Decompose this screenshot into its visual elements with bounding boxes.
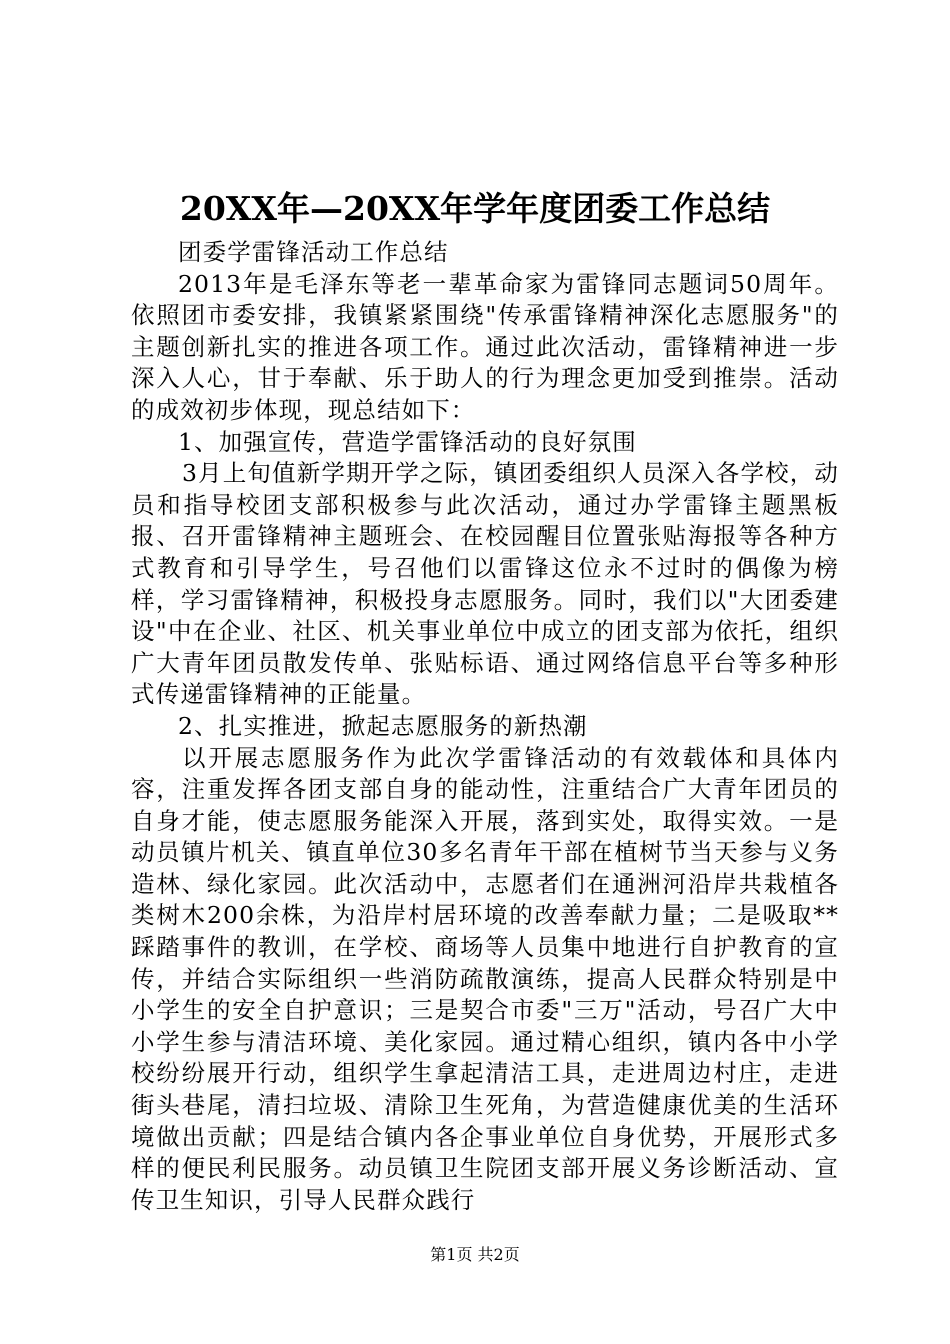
paragraph-section-1: 3月上旬值新学期开学之际，镇团委组织人员深入各学校，动员和指导校团支部积极参与此次活动，通过办学雷锋主题黑板报、召开雷锋精神主题班会、在校园醒目位置张贴海报等各种方式教育和引导学生，号召他们以雷锋这位永不过时的偶像为榜样，学习雷锋精神，积极投身志愿服务。同时，我们以"大团委建设"中在企业、社区、机关事业单位中成立的团支部为依托，组织广大青年团员散发传单、张贴标语、通过网络信息平台等多种形式传递雷锋精神的正能量。: [131, 459, 839, 709]
paragraph-intro: 2013年是毛泽东等老一辈革命家为雷锋同志题词50周年。依照团市委安排，我镇紧紧围绕"传承雷锋精神深化志愿服务"的主题创新扎实的推进各项工作。通过此次活动，雷锋精神进一步深入人心，甘于奉献、乐于助人的行为理念更加受到推崇。活动的成效初步体现，现总结如下：: [131, 269, 839, 424]
document-title: 20XX年—20XX年学年度团委工作总结: [179, 189, 771, 228]
document-body: [131, 237, 839, 1216]
paragraph-subtitle: 团委学雷锋活动工作总结: [178, 238, 449, 266]
section-heading-1: 1、加强宣传，营造学雷锋活动的良好氛围: [178, 427, 637, 456]
page-footer: 第1页 共2页: [430, 1245, 520, 1264]
section-heading-2: 2、扎实推进，掀起志愿服务的新热潮: [178, 711, 588, 740]
paragraph-section-2: 以开展志愿服务作为此次学雷锋活动的有效载体和具体内容，注重发挥各团支部自身的能动性，注重结合广大青年团员的自身才能，使志愿服务能深入开展，落到实处，取得实效。一是动员镇片机关、镇直单位30多名青年干部在植树节当天参与义务造林、绿化家园。此次活动中，志愿者们在通洲河沿岸共栽植各类树木200余株，为沿岸村居环境的改善奉献力量；二是吸取**踩踏事件的教训，在学校、商场等人员集中地进行自护教育的宣传，并结合实际组织一些消防疏散演练，提高人民群众特别是中小学生的安全自护意识；三是契合市委"三万"活动，号召广大中小学生参与清洁环境、美化家园。通过精心组织，镇内各中小学校纷纷展开行动，组织学生拿起清洁工具，走进周边村庄，走进街头巷尾，清扫垃圾、清除卫生死角，为营造健康优美的生活环境做出贡献；四是结合镇内各企事业单位自身优势，开展形式多样的便民利民服务。动员镇卫生院团支部开展义务诊断活动、宣传卫生知识，引导人民群众践行: [131, 743, 839, 1214]
